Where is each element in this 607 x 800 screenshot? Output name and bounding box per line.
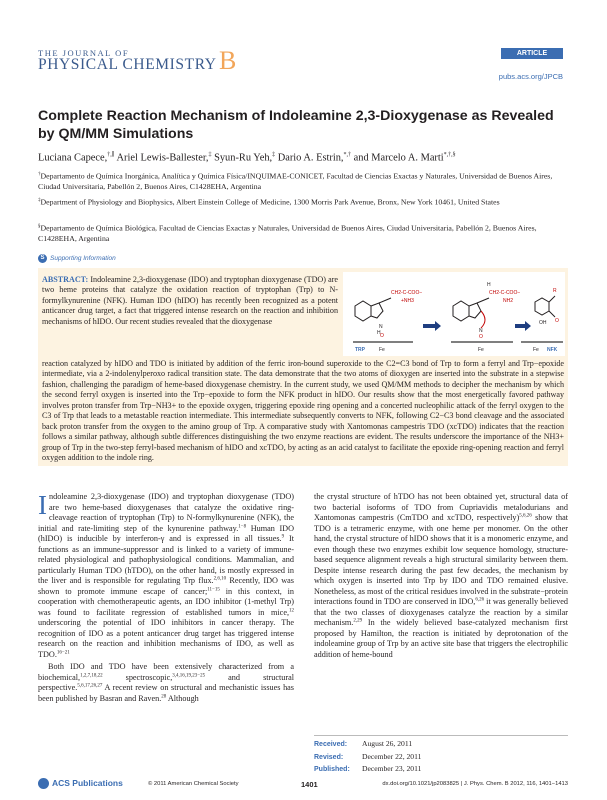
citation[interactable]: 11−15 xyxy=(207,586,220,592)
nfk-label: NFK xyxy=(547,347,558,353)
citation[interactable]: 6,26 xyxy=(475,597,485,603)
reaction-arrow xyxy=(515,321,531,331)
body-text: In the widely believed base-catalyzed mechanism first proposed by Hamilton, the reaction is initiated by deprotonation of the indoleamine group of Trp by an active site base that triggers the electrophilic addition of heme-bound xyxy=(314,618,568,659)
body-text: it was generally believed that the two classes of dioxygenases catalyze the reaction by a similar mechanism. xyxy=(314,597,568,627)
acs-publications-logo xyxy=(38,778,123,789)
drop-cap: I xyxy=(38,490,47,520)
o-label: O xyxy=(555,318,559,324)
abstract-label: ABSTRACT: xyxy=(42,275,89,284)
body-text: ndoleamine 2,3-dioxygenase (IDO) and tryptophan dioxygenase (TDO) are two heme-based dioxygenases that catalyze the oxidative ring-cleavage reaction of tryptophan (Trp) to N-formylkynurenine (NFK), the initial and rate-limiting step of the kynurenine pathway. xyxy=(38,492,294,533)
trp-molecule xyxy=(355,298,391,321)
body-text: show that TDO is a tetrameric enzyme, with one heme per monomer. On the other hand, the crystal structure of hIDO shows that it is a monomeric enzyme, and even though these two enzymes exhibit low sequence homology, structure-based sequence alignment reveals a high structural similarity between them. Despite intense research during the past few decades, the mechanism by which oxygen is inserted into Trp by IDO and TDO remained elusive. Nonetheless, as most of the critical residues involved in the substrate−protein interactions found in TDO are conserved in IDO, xyxy=(314,513,568,606)
body-text: It functions as an immune-suppressor and is linked to a variety of immune-related physiological and pathophysiological conditions. Mammalian, and particularly Human TDO (hTDO), on the other hand, is mostly expressed in the liver and is responsible for regulating Trp flux. xyxy=(38,534,294,585)
citation[interactable]: 5,6,26 xyxy=(519,513,532,519)
article-badge: ARTICLE xyxy=(501,48,563,59)
date-label: Received: xyxy=(314,741,348,748)
author-sup: ‡ xyxy=(272,152,276,158)
abstract-text: Indoleamine 2,3-dioxygenase (IDO) and tryptophan dioxygenase (TDO) are two heme proteins that catalyze the oxidation reaction of tryptophan (Trp) to N-formylkynurenine (NFK). Human IDO (hIDO) has recently been recognized as a potent anticancer drug target, a fact that triggered intense research on the reaction and inhibition mechanisms of hIDO. Our recent studies revealed that the dioxygenase xyxy=(42,275,338,326)
affiliation-text: Departamento de Química Biológica, Facultad de Ciencias Exactas y Naturales, Universidad de Buenos Aires, Ciudad Universitaria, Pabellón 2, Buenos Aires, C1428EHA, Argentina xyxy=(38,223,537,243)
affiliation-text: Department of Physiology and Biophysics, Albert Einstein College of Medicine, 1300 Morris Park Avenue, Bronx, New York 10461, United States xyxy=(40,197,500,207)
page-number: 1401 xyxy=(301,780,318,789)
citation[interactable]: 16−21 xyxy=(56,649,70,655)
supporting-info-icon: S xyxy=(38,254,47,263)
h-label: H xyxy=(377,330,381,336)
affiliation xyxy=(38,170,568,192)
abstract-text-top xyxy=(42,275,338,327)
doi-citation-link[interactable]: dx.doi.org/10.1021/jp2083825 | J. Phys. Chem. B 2012, 116, 1401−1413 xyxy=(382,781,568,787)
date-row xyxy=(314,738,568,751)
citation[interactable]: 28 xyxy=(161,693,167,699)
r-label: R xyxy=(553,288,557,294)
body-text: Both IDO and TDO have been extensively characterized from a biochemical, xyxy=(38,662,294,682)
author: Luciana Capece, xyxy=(38,152,108,164)
copyright: © 2011 American Chemical Society xyxy=(148,781,239,787)
date-row xyxy=(314,751,568,764)
citation[interactable]: 3,4,16,19,23−25 xyxy=(172,672,206,678)
body-text: and structural perspective. xyxy=(38,672,295,692)
group-label: +NH3 xyxy=(401,298,414,304)
author: and Marcelo A. Marti xyxy=(353,152,444,164)
nfk-molecule xyxy=(535,296,555,317)
reaction-scheme-svg xyxy=(343,272,565,356)
group-label: NH2 xyxy=(503,298,514,304)
group-label: CH2-C-COO− xyxy=(489,290,521,296)
fe-label: Fe xyxy=(379,347,385,353)
publication-dates xyxy=(314,735,568,776)
body-text: A recent review on structural and mechanistic issues has been published by Basran and Raven. xyxy=(38,683,294,703)
citation[interactable]: 12 xyxy=(289,607,294,613)
journal-name: PHYSICAL CHEMISTRY xyxy=(38,56,217,73)
author-sup: †,∥ xyxy=(107,152,115,158)
journal-name-top: THE JOURNAL OF xyxy=(38,48,130,58)
body-column-right xyxy=(314,492,568,660)
abstract-box xyxy=(38,268,568,466)
fe-label: Fe xyxy=(478,347,484,353)
author: Syun-Ru Yeh, xyxy=(214,152,273,164)
acs-logo-icon xyxy=(38,778,49,789)
affiliation xyxy=(38,222,568,244)
journal-letter: B xyxy=(219,46,237,75)
abstract-text-bottom: reaction catalyzed by hIDO and TDO is initiated by addition of the ferric iron-bound superoxide to the C2=C3 bond of Trp to form a ferryl and Trp−epoxide intermediate, via a 2-indolenylperoxo radical transition state. The data demonstrate that the two atoms of dioxygen are inserted into the substrate in a stepwise fashion, challenging the paradigm of heme-based dioxygenase chemistry. In the current study, we used QM/MM methods to decipher the mechanism by which the second ferryl oxygen is inserted into the Trp−epoxide to form the NFK product in hIDO. Our results show that the most energetically favored pathway involves proton transfer from Trp−NH3+ to the epoxide oxygen, triggering epoxide ring opening and a concerted nucleophilic attack of the ferryl oxygen to the C3 of Trp that leads to a metastable reaction intermediate. This intermediate subsequently converts to NFK, following C2−C3 bond cleavage and the associated back proton transfer from the oxygen to the amino group of Trp. A comparative study with Xantomonas campestris TDO (xcTDO) indicates that the reaction follows a similar pathway, although subtle differences distinguishing the two enzyme reactions are evident. The results underscore the importance of the NH3+ group of Trp in the two-step ferryl-based mechanism of hIDO and xcTDO, by acting as an acid catalyst to facilitate the epoxide ring-opening reaction and ferryl oxygen addition to the indole ring. xyxy=(42,359,564,463)
date-value: August 26, 2011 xyxy=(362,739,413,748)
body-text: Although xyxy=(166,693,199,703)
intermediate-molecule xyxy=(453,298,489,328)
body-column-left xyxy=(38,492,294,704)
supporting-info-label: Supporting Information xyxy=(50,255,116,263)
date-label: Published: xyxy=(314,766,350,773)
affiliation-sup: ‡ xyxy=(38,198,41,203)
author-list xyxy=(38,151,568,163)
body-text: Human IDO (hIDO) is inducible by interferon-γ and is expressed in all tissues. xyxy=(38,523,295,543)
n-label: N xyxy=(379,324,383,330)
citation[interactable]: 2,6,10 xyxy=(213,576,227,582)
affiliation-sup: † xyxy=(38,172,41,177)
date-row xyxy=(314,763,568,776)
author-sup: ‡ xyxy=(208,152,212,158)
body-text: spectroscopic, xyxy=(102,672,173,682)
paper-title: Complete Reaction Mechanism of Indoleamine 2,3-Dioxygenase as Revealed by QM/MM Simulations xyxy=(38,108,554,142)
body-paragraph xyxy=(38,662,294,704)
citation[interactable]: 5,6,17,26,27 xyxy=(77,683,103,689)
body-text: underscoring the potential of IDO inhibitors in cancer therapy. The recognition of IDO as a potent anticancer drug target has triggered intense research on the reaction and inhibition mechanisms of IDO, as well as TDO. xyxy=(38,618,294,659)
date-value: December 22, 2011 xyxy=(362,751,422,761)
date-label: Revised: xyxy=(314,753,344,761)
trp-label: TRP xyxy=(355,347,365,353)
supporting-information-link[interactable] xyxy=(38,254,116,263)
author: Ariel Lewis-Ballester, xyxy=(116,152,209,164)
oh-label: OH xyxy=(539,320,547,326)
citation[interactable]: 1−8 xyxy=(238,523,247,529)
body-text: Recently, IDO was shown to promote immune escape of cancer; xyxy=(38,576,294,596)
citation[interactable]: 1,2,7,18,22 xyxy=(80,672,103,678)
citation[interactable]: 9 xyxy=(281,534,285,540)
o-label: O xyxy=(479,334,483,340)
o-label: O xyxy=(380,333,384,339)
n-label: N xyxy=(479,328,483,334)
publisher-name: ACS Publications xyxy=(52,778,123,788)
date-value: December 23, 2011 xyxy=(362,764,422,773)
affiliation xyxy=(38,196,568,208)
body-text: the crystal structure of hTDO has not been obtained yet, structural data of two bacterial isoforms of TDO from Cupriavidis metalodurians and Xantomonas campestris (CmTDO and xcTDO, respectively) xyxy=(314,492,568,522)
toc-graphic xyxy=(343,272,565,356)
page-footer xyxy=(38,778,568,792)
journal-url-link[interactable]: pubs.acs.org/JPCB xyxy=(498,72,563,81)
author: Dario A. Estrin, xyxy=(277,152,344,164)
author-sup: *,†,§ xyxy=(443,152,456,158)
group-label: CH2-C-COO− xyxy=(391,290,423,296)
reaction-arrow xyxy=(423,321,441,331)
fe-label: Fe xyxy=(533,347,539,353)
citation[interactable]: 2,29 xyxy=(353,618,363,624)
affiliation-text: Departamento de Química Inorgánica, Analítica y Química Física/INQUIMAE-CONICET, Facultad de Ciencias Exactas y Naturales, Universidad de Buenos Aires, Ciudad Universitaria, Pabellón 2, Buenos Aires, C1428EHA, Argentina xyxy=(38,171,553,191)
affiliation-sup: § xyxy=(38,224,41,229)
author-sup: *,† xyxy=(343,152,352,158)
h-label: H xyxy=(487,282,491,288)
body-text: in this context, in cooperation with chemotherapeutic agents, an IDO inhibitor (1-methyl Trp) was found to facilitate regression of established tumors in mice, xyxy=(38,586,294,617)
